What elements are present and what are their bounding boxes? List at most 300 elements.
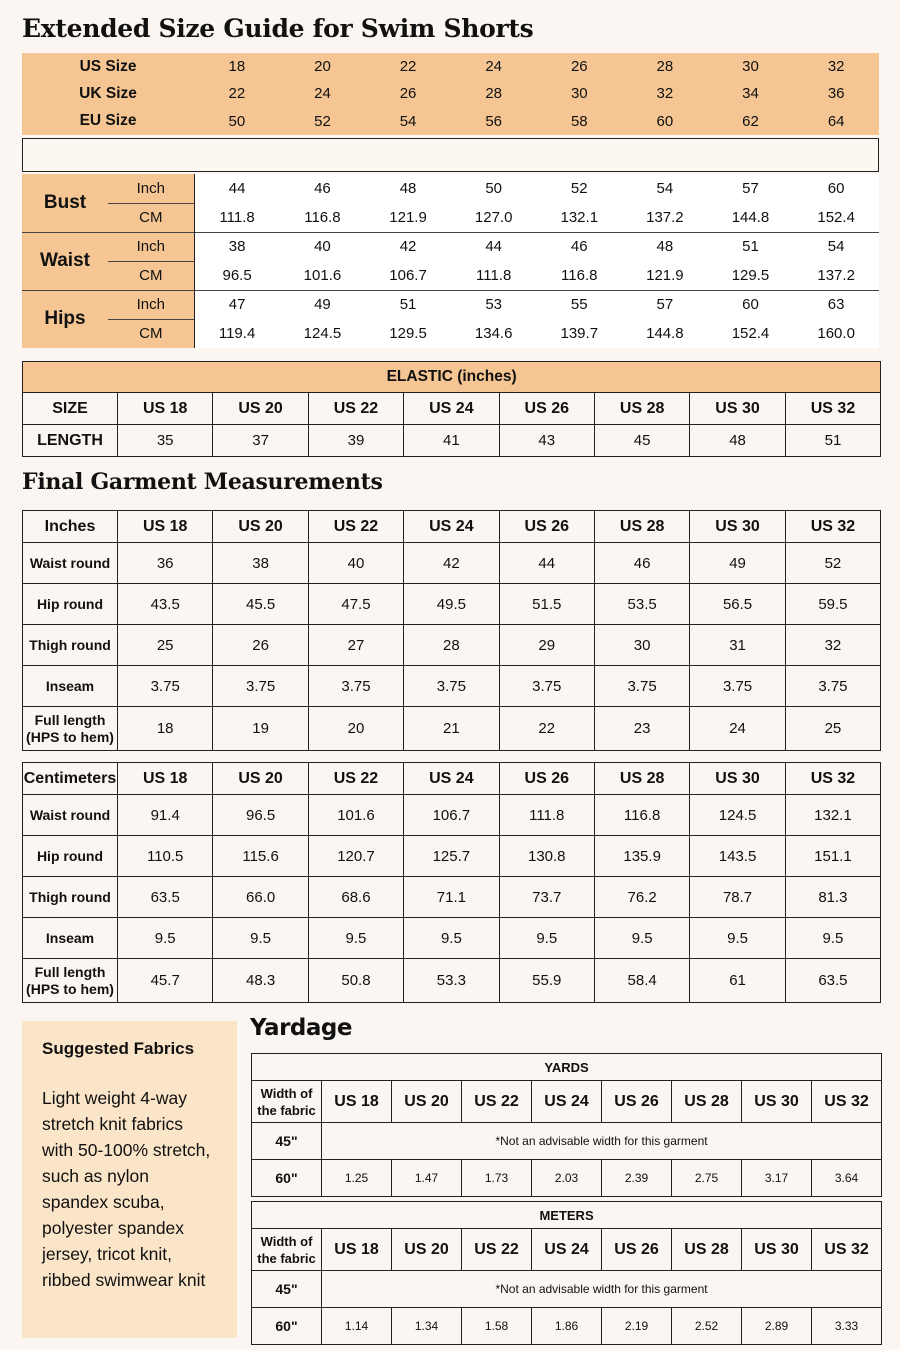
size-header: US 18 xyxy=(118,763,213,795)
hip-round-row xyxy=(23,584,881,625)
bust-cm-row xyxy=(22,203,879,232)
row-label-line2: (HPS to hem) xyxy=(26,728,114,745)
thigh-round-row xyxy=(23,877,881,918)
cell: 116.8 xyxy=(594,795,689,836)
cell: 50 xyxy=(485,180,502,197)
full-length-row xyxy=(23,707,881,751)
width-label-line1: Width of xyxy=(260,1233,313,1249)
final-measurements-heading: Final Garment Measurements xyxy=(22,469,383,495)
cell: 1.58 xyxy=(462,1308,532,1345)
cell: 54 xyxy=(656,180,674,197)
cell: 30 xyxy=(570,85,588,103)
yards-45-row xyxy=(252,1123,882,1160)
suggested-fabrics-box xyxy=(22,1021,237,1338)
cell: 144.8 xyxy=(731,208,770,226)
size-header: US 18 xyxy=(322,1081,392,1123)
cell: 119.4 xyxy=(194,319,280,348)
cell: 3.75 xyxy=(594,666,689,707)
cell: 48 xyxy=(399,180,417,197)
cell: 19 xyxy=(213,707,308,751)
elastic-title: ELASTIC (inches) xyxy=(23,362,881,393)
cell: 63 xyxy=(793,290,879,319)
row-label: Hip round xyxy=(23,584,118,625)
width-label-line1: Width of xyxy=(260,1085,313,1101)
inseam-row xyxy=(23,918,881,959)
cell: 144.8 xyxy=(646,325,684,342)
cell: 127.0 xyxy=(474,208,513,226)
eu-size-row xyxy=(22,108,879,135)
cell: 26 xyxy=(213,625,308,666)
cell: 3.75 xyxy=(785,666,880,707)
cell: 36 xyxy=(118,543,213,584)
cell: 132.1 xyxy=(785,795,880,836)
cell: 96.5 xyxy=(194,261,280,290)
full-length-row xyxy=(23,959,881,1003)
meters-title: METERS xyxy=(252,1202,882,1229)
row-label: Thigh round xyxy=(23,877,118,918)
cell: 1.25 xyxy=(322,1160,392,1197)
row-label-line1: Full length xyxy=(34,963,106,980)
cell: 2.39 xyxy=(602,1160,672,1197)
cell: 76.2 xyxy=(594,877,689,918)
waist-cm-row xyxy=(22,261,879,290)
cell: 64 xyxy=(827,112,845,130)
cell: 36 xyxy=(827,85,845,103)
cell: 1.73 xyxy=(462,1160,532,1197)
size-header: US 32 xyxy=(812,1081,882,1123)
cell: 1.34 xyxy=(392,1308,462,1345)
cell: 116.8 xyxy=(304,208,341,226)
size-header: US 24 xyxy=(404,511,499,543)
cell: 28 xyxy=(404,625,499,666)
row-label-line2: (HPS to hem) xyxy=(26,980,114,997)
size-conversion-table xyxy=(22,53,879,135)
size-header: US 22 xyxy=(308,511,403,543)
cell: 57 xyxy=(742,180,759,197)
cell: 132.1 xyxy=(560,208,599,226)
size-header: US 20 xyxy=(213,511,308,543)
meters-title-row xyxy=(252,1202,882,1229)
hips-label: Hips xyxy=(22,290,108,348)
row-label: Hip round xyxy=(23,836,118,877)
cell: 38 xyxy=(194,232,280,261)
cell: 56.5 xyxy=(690,584,785,625)
cell: 137.2 xyxy=(646,208,684,226)
cell: 111.8 xyxy=(476,266,512,284)
cell: 3.75 xyxy=(213,666,308,707)
cell: 121.9 xyxy=(646,266,684,284)
yards-header-row xyxy=(252,1081,882,1123)
cell: 9.5 xyxy=(499,918,594,959)
cell: 32 xyxy=(656,85,674,103)
cell: 66.0 xyxy=(213,877,308,918)
size-header: US 20 xyxy=(213,393,308,425)
cell: 3.75 xyxy=(690,666,785,707)
cell: 62 xyxy=(742,112,759,130)
cell: 68.6 xyxy=(308,877,403,918)
cell: 24 xyxy=(690,707,785,751)
cell: 2.52 xyxy=(672,1308,742,1345)
row-label: EU Size xyxy=(79,112,137,130)
yardage-heading: Yardage xyxy=(250,1015,352,1041)
size-header: US 22 xyxy=(308,393,403,425)
cell: 28 xyxy=(656,58,674,76)
cell: 71.1 xyxy=(404,877,499,918)
cell: 51 xyxy=(365,290,451,319)
thigh-round-row xyxy=(23,625,881,666)
size-header: US 30 xyxy=(690,393,785,425)
cell: 43 xyxy=(499,425,594,457)
cell: 3.75 xyxy=(118,666,213,707)
cell: 54 xyxy=(399,112,417,130)
waist-round-row xyxy=(23,543,881,584)
cell: 2.03 xyxy=(532,1160,602,1197)
cell: 2.19 xyxy=(602,1308,672,1345)
length-label: LENGTH xyxy=(23,425,118,457)
size-header: US 26 xyxy=(499,511,594,543)
cell: 53.5 xyxy=(594,584,689,625)
width-label-line2: the fabric xyxy=(257,1102,316,1118)
unit-cm: CM xyxy=(108,319,194,348)
cell: 3.75 xyxy=(308,666,403,707)
yards-table xyxy=(251,1053,882,1197)
cell: 27 xyxy=(308,625,403,666)
meters-60-row xyxy=(252,1308,882,1345)
cell: 40 xyxy=(308,543,403,584)
cell: 48.3 xyxy=(213,959,308,1003)
cell: 20 xyxy=(314,58,331,76)
cell: 35 xyxy=(118,425,213,457)
cell: 53.3 xyxy=(404,959,499,1003)
cell: 3.17 xyxy=(742,1160,812,1197)
size-header: US 24 xyxy=(532,1081,602,1123)
width-45-label: 45" xyxy=(252,1271,322,1308)
row-label: Inseam xyxy=(23,918,118,959)
size-header: US 28 xyxy=(594,393,689,425)
cell: 1.47 xyxy=(392,1160,462,1197)
meters-45-row xyxy=(252,1271,882,1308)
cell: 9.5 xyxy=(594,918,689,959)
cell: 37 xyxy=(213,425,308,457)
cell: 60 xyxy=(708,290,794,319)
unit-inch: Inch xyxy=(108,232,194,261)
size-header: US 24 xyxy=(404,763,499,795)
spacer-bar xyxy=(22,138,879,172)
cell: 116.8 xyxy=(561,266,598,284)
size-header: US 24 xyxy=(532,1229,602,1271)
cell: 54 xyxy=(793,232,879,261)
width-60-label: 60" xyxy=(252,1160,322,1197)
cell: 34 xyxy=(742,85,759,103)
inseam-row xyxy=(23,666,881,707)
cell: 39 xyxy=(308,425,403,457)
cell: 42 xyxy=(404,543,499,584)
size-header: US 20 xyxy=(392,1229,462,1271)
size-header: US 30 xyxy=(690,511,785,543)
size-header: US 18 xyxy=(118,511,213,543)
uk-size-row xyxy=(22,80,879,107)
cell: 58.4 xyxy=(594,959,689,1003)
row-label: Inseam xyxy=(23,666,118,707)
size-header: US 32 xyxy=(785,393,881,425)
waist-round-row xyxy=(23,795,881,836)
cell: 129.5 xyxy=(389,325,427,342)
row-label-line1: Full length xyxy=(34,711,106,728)
cell: 32 xyxy=(785,625,880,666)
cell: 130.8 xyxy=(499,836,594,877)
meters-table xyxy=(251,1201,882,1345)
cell: 59.5 xyxy=(785,584,880,625)
elastic-size-row xyxy=(23,393,881,425)
cell: 120.7 xyxy=(308,836,403,877)
cell: 73.7 xyxy=(499,877,594,918)
cell: 60 xyxy=(656,112,674,130)
row-label: Waist round xyxy=(23,795,118,836)
size-header: US 28 xyxy=(594,763,689,795)
header-row xyxy=(23,511,881,543)
cell: 3.33 xyxy=(812,1308,882,1345)
cell: 81.3 xyxy=(785,877,880,918)
cell: 49 xyxy=(280,290,366,319)
cell: 38 xyxy=(213,543,308,584)
size-header: US 28 xyxy=(672,1081,742,1123)
header-row xyxy=(23,763,881,795)
cell: 48 xyxy=(622,232,708,261)
row-label: Thigh round xyxy=(23,625,118,666)
cell: 44 xyxy=(451,232,537,261)
size-header: US 28 xyxy=(594,511,689,543)
cell: 115.6 xyxy=(213,836,308,877)
yards-60-row xyxy=(252,1160,882,1197)
size-header: US 26 xyxy=(499,393,594,425)
cell: 1.14 xyxy=(322,1308,392,1345)
cell: 47 xyxy=(194,290,280,319)
width-60-label: 60" xyxy=(252,1308,322,1345)
cell: 91.4 xyxy=(118,795,213,836)
row-label xyxy=(23,959,118,1003)
unit-cm: CM xyxy=(108,261,194,290)
cell: 30 xyxy=(594,625,689,666)
size-header: US 26 xyxy=(602,1081,672,1123)
size-header: US 18 xyxy=(118,393,213,425)
size-header: US 22 xyxy=(308,763,403,795)
cell: 3.64 xyxy=(812,1160,882,1197)
cell: 139.7 xyxy=(560,325,599,342)
size-label: SIZE xyxy=(23,393,118,425)
cell: 28 xyxy=(485,85,503,103)
hip-round-row xyxy=(23,836,881,877)
cell: 125.7 xyxy=(404,836,499,877)
cell: 57 xyxy=(622,290,708,319)
cell: 129.5 xyxy=(731,266,770,284)
cell: 78.7 xyxy=(690,877,785,918)
cell: 63.5 xyxy=(785,959,880,1003)
bust-inch-row xyxy=(22,174,879,203)
size-header: US 20 xyxy=(213,763,308,795)
cell: 30 xyxy=(742,58,759,76)
cell: 44 xyxy=(499,543,594,584)
cell: 52 xyxy=(785,543,880,584)
cell: 63.5 xyxy=(118,877,213,918)
fabrics-title: Suggested Fabrics xyxy=(42,1039,195,1058)
cell: 121.9 xyxy=(389,208,427,226)
cell: 143.5 xyxy=(690,836,785,877)
cell: 49.5 xyxy=(404,584,499,625)
size-header: US 32 xyxy=(785,511,880,543)
cell: 58 xyxy=(570,112,588,130)
cell: 24 xyxy=(485,58,503,76)
cell: 96.5 xyxy=(213,795,308,836)
cell: 46 xyxy=(314,180,331,197)
width-label xyxy=(252,1081,322,1123)
cell: 22 xyxy=(499,707,594,751)
cell: 45.7 xyxy=(118,959,213,1003)
body-measurements-table xyxy=(22,174,879,348)
row-label: US Size xyxy=(79,57,137,75)
cell: 22 xyxy=(399,58,417,76)
cell: 106.7 xyxy=(404,795,499,836)
cell: 48 xyxy=(690,425,785,457)
cell: 9.5 xyxy=(690,918,785,959)
cell: 9.5 xyxy=(118,918,213,959)
not-advisable-note: *Not an advisable width for this garment xyxy=(322,1123,882,1160)
row-label: Waist round xyxy=(23,543,118,584)
cell: 22 xyxy=(228,85,246,103)
unit-header: Inches xyxy=(23,511,118,543)
cell: 137.2 xyxy=(817,266,855,284)
cell: 32 xyxy=(827,58,845,76)
cell: 31 xyxy=(690,625,785,666)
cell: 9.5 xyxy=(308,918,403,959)
cell: 111.8 xyxy=(194,203,280,232)
final-cm-table xyxy=(22,762,881,1003)
size-header: US 22 xyxy=(462,1081,532,1123)
width-label-line2: the fabric xyxy=(257,1250,316,1266)
elastic-length-row xyxy=(23,425,881,457)
cell: 45 xyxy=(594,425,689,457)
fabrics-description: Light weight 4-way stretch knit fabrics with 50-100% stretch, such as nylon spandex scuba, polyester spandex jersey, tricot knit, ribbed swimwear knit xyxy=(42,1088,211,1290)
cell: 124.5 xyxy=(690,795,785,836)
cell: 43.5 xyxy=(118,584,213,625)
unit-header: Centimeters xyxy=(23,763,118,795)
width-45-label: 45" xyxy=(252,1123,322,1160)
cell: 134.6 xyxy=(474,325,513,342)
cell: 101.6 xyxy=(303,266,342,284)
unit-inch: Inch xyxy=(108,174,194,203)
cell: 51 xyxy=(708,232,794,261)
yards-title: YARDS xyxy=(252,1054,882,1081)
cell: 101.6 xyxy=(308,795,403,836)
cell: 61 xyxy=(690,959,785,1003)
size-header: US 22 xyxy=(462,1229,532,1271)
cell: 25 xyxy=(785,707,880,751)
cell: 111.8 xyxy=(499,795,594,836)
cell: 160.0 xyxy=(817,325,855,342)
cell: 20 xyxy=(308,707,403,751)
size-header: US 30 xyxy=(690,763,785,795)
cell: 110.5 xyxy=(118,836,213,877)
not-advisable-note: *Not an advisable width for this garment xyxy=(322,1271,882,1308)
size-header: US 32 xyxy=(812,1229,882,1271)
cell: 52 xyxy=(314,112,331,130)
cell: 46 xyxy=(594,543,689,584)
cell: 151.1 xyxy=(785,836,880,877)
size-header: US 30 xyxy=(742,1229,812,1271)
waist-label: Waist xyxy=(22,232,108,290)
cell: 21 xyxy=(404,707,499,751)
cell: 124.5 xyxy=(303,325,342,342)
row-label: UK Size xyxy=(79,84,137,102)
cell: 44 xyxy=(194,174,280,203)
bust-label: Bust xyxy=(22,174,108,232)
cell: 55 xyxy=(536,290,622,319)
cell: 51.5 xyxy=(499,584,594,625)
hips-inch-row xyxy=(22,290,879,319)
cell: 3.75 xyxy=(499,666,594,707)
cell: 9.5 xyxy=(213,918,308,959)
cell: 46 xyxy=(536,232,622,261)
cell: 18 xyxy=(228,58,246,76)
cell: 25 xyxy=(118,625,213,666)
cell: 51 xyxy=(785,425,881,457)
cell: 50.8 xyxy=(308,959,403,1003)
cell: 42 xyxy=(365,232,451,261)
cell: 26 xyxy=(399,85,417,103)
cell: 60 xyxy=(827,180,845,197)
size-header: US 18 xyxy=(322,1229,392,1271)
page-title: Extended Size Guide for Swim Shorts xyxy=(22,14,534,43)
width-label xyxy=(252,1229,322,1271)
size-header: US 26 xyxy=(602,1229,672,1271)
cell: 45.5 xyxy=(213,584,308,625)
cell: 9.5 xyxy=(785,918,880,959)
cell: 2.75 xyxy=(672,1160,742,1197)
cell: 26 xyxy=(570,58,588,76)
cell: 2.89 xyxy=(742,1308,812,1345)
cell: 3.75 xyxy=(404,666,499,707)
size-header: US 26 xyxy=(499,763,594,795)
elastic-table xyxy=(22,361,881,457)
cell: 1.86 xyxy=(532,1308,602,1345)
unit-cm: CM xyxy=(108,203,194,232)
size-header: US 32 xyxy=(785,763,880,795)
cell: 152.4 xyxy=(731,325,770,342)
size-header: US 28 xyxy=(672,1229,742,1271)
cell: 106.7 xyxy=(389,266,427,284)
cell: 53 xyxy=(451,290,537,319)
cell: 40 xyxy=(280,232,366,261)
waist-inch-row xyxy=(22,232,879,261)
cell: 152.4 xyxy=(817,208,855,226)
cell: 24 xyxy=(314,85,331,103)
cell: 55.9 xyxy=(499,959,594,1003)
cell: 47.5 xyxy=(308,584,403,625)
cell: 29 xyxy=(499,625,594,666)
cell: 49 xyxy=(690,543,785,584)
final-inches-table xyxy=(22,510,881,751)
elastic-title-row xyxy=(23,362,881,393)
us-size-row xyxy=(22,53,879,80)
hips-cm-row xyxy=(22,319,879,348)
size-header: US 24 xyxy=(404,393,499,425)
cell: 52 xyxy=(570,180,588,197)
size-header: US 20 xyxy=(392,1081,462,1123)
cell: 41 xyxy=(404,425,499,457)
cell: 9.5 xyxy=(404,918,499,959)
cell: 56 xyxy=(485,112,503,130)
unit-inch: Inch xyxy=(108,290,194,319)
row-label xyxy=(23,707,118,751)
